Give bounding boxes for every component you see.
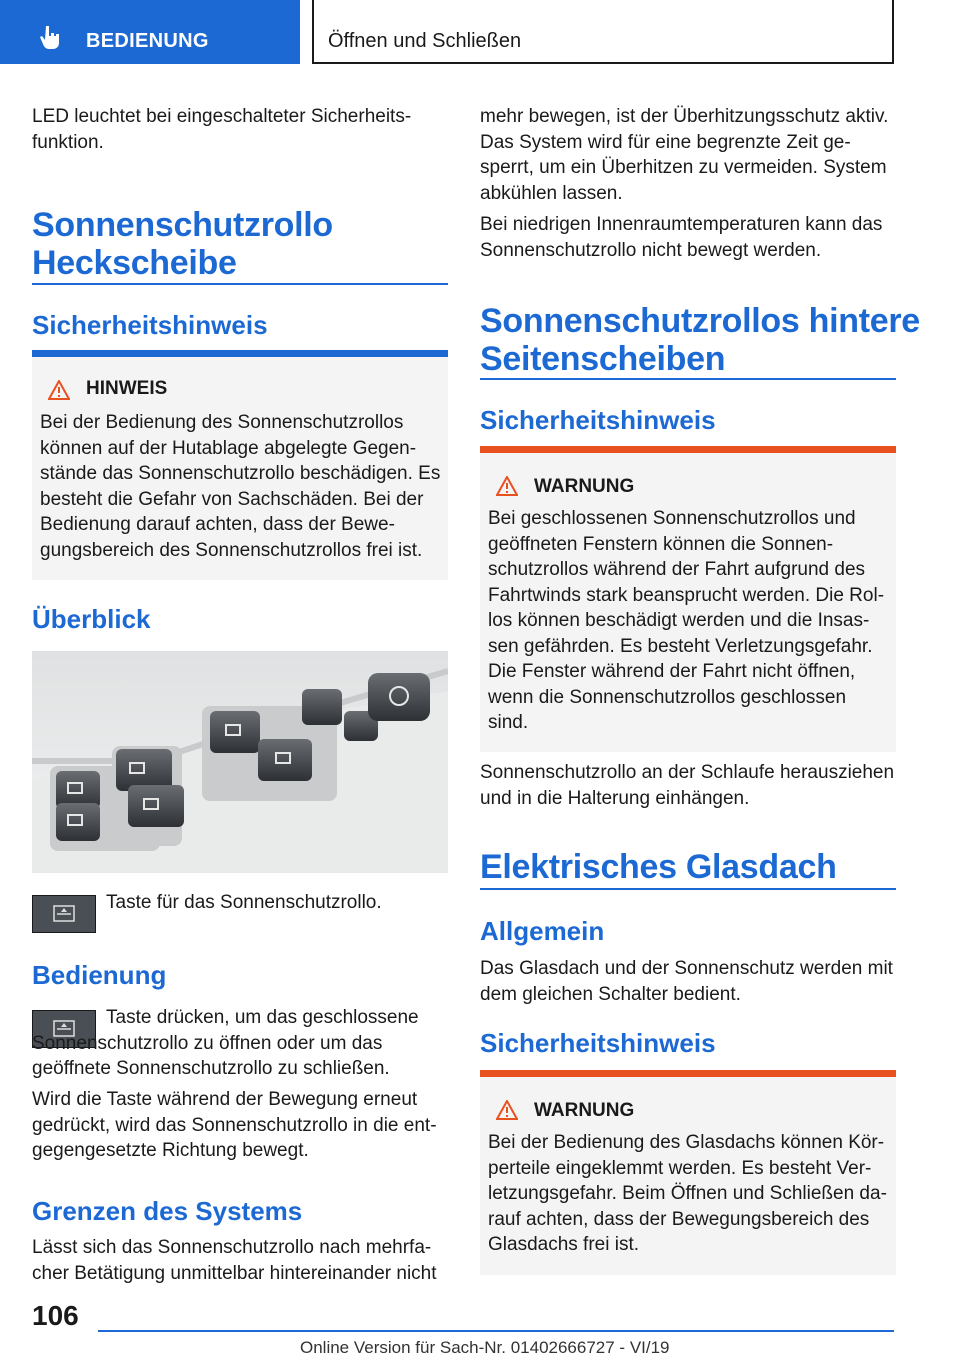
safety-heading: Sicherheitshinweis xyxy=(32,310,268,340)
footer-online-version: Online Version für Sach-Nr. 01402666727 - VI/19 xyxy=(300,1338,670,1357)
chapter-title: Öffnen und Schließen xyxy=(328,30,522,52)
operation-text: Taste drücken, um das geschlossene Sonnenschutzrollo zu öffnen oder um das geöffnete Sonnenschutzrollo zu schließen. xyxy=(32,1007,419,1079)
heading-line: Heckscheibe xyxy=(32,244,237,282)
footer-rule xyxy=(98,1330,894,1332)
heading-side-blinds xyxy=(480,302,920,378)
warning-triangle-icon xyxy=(496,1100,518,1120)
safety-heading-2: Sicherheitshinweis xyxy=(480,1028,716,1058)
notice-title: HINWEIS xyxy=(86,378,168,399)
warning-box xyxy=(480,446,896,752)
notice-bar xyxy=(32,350,448,357)
continued-text: mehr bewegen, ist der Überhitzungsschutz aktiv. Das System wird für eine begrenzte Zeit gesperrt, um ein Überhitzen zu vermeiden. System abkühlen lassen. xyxy=(480,106,889,204)
heading-line: Sonnenschutzrollo xyxy=(32,206,333,244)
switch-panel-image xyxy=(32,651,448,873)
safety-heading: Sicherheitshinweis xyxy=(480,405,716,435)
warning-box-2 xyxy=(480,1070,896,1275)
hand-icon xyxy=(38,24,64,50)
button-caption: Taste für das Sonnenschutzrollo. xyxy=(106,892,382,913)
heading-rule xyxy=(32,283,448,285)
continued-text-2: Bei niedrigen Innenraumtemperaturen kann das Sonnenschutzrollo nicht bewegt werden. xyxy=(480,214,883,261)
hook-text: Sonnenschutzrollo an der Schlaufe herausziehen und in die Halterung einhängen. xyxy=(480,762,895,809)
general-heading: Allgemein xyxy=(480,916,605,946)
sunblind-button-icon xyxy=(32,895,96,933)
limits-text: Lässt sich das Sonnenschutzrollo nach mehrfacher Betätigung unmittelbar hintereinander nicht xyxy=(32,1237,437,1284)
warning-bar xyxy=(480,446,896,453)
heading-rule xyxy=(480,378,896,380)
warning-text: Bei der Bedienung des Glasdachs können Körperteile eingeklemmt werden. Es besteht Verletzungsgefahr. Beim Öffnen und Schließen darauf achten, dass der Bewegungsbereich des Glasdachs frei ist. xyxy=(488,1132,887,1255)
warning-triangle-icon xyxy=(48,380,70,400)
operation-text-2: Wird die Taste während der Bewegung erneut gedrückt, wird das Sonnenschutzrollo in die entgegengesetzte Richtung bewegt. xyxy=(32,1089,437,1161)
heading-rule xyxy=(480,888,896,890)
warning-triangle-icon xyxy=(496,476,518,496)
warning-text: Bei geschlossenen Sonnenschutzrollos und geöffneten Fenstern können die Sonnenschutzrollos während der Fahrt aufgrund des Fahrtwinds stark beansprucht werden. Die Rollos können beschädigt werden und die Insassen gefährden. Es besteht Verletzungsgefahr. Die Fenster während der Fahrt nicht öffnen, wenn die Sonnenschutzrollos geschlossen sind. xyxy=(488,508,885,733)
warning-bar xyxy=(480,1070,896,1077)
warning-title: WARNUNG xyxy=(534,476,635,497)
heading-line: Sonnenschutzrollos hintere xyxy=(480,302,920,340)
notice-text: Bei der Bedienung des Sonnenschutzrollos können auf der Hutablage abgelegte Gegenstände das Sonnenschutzrollo beschädigen. Es besteht die Gefahr von Sachschäden. Bei der Bedienung darauf achten, dass der Bewegungsbereich des Sonnenschutzrollos frei ist. xyxy=(40,412,441,561)
section-tab xyxy=(0,0,300,64)
heading-rear-blind xyxy=(32,206,333,282)
warning-title: WARNUNG xyxy=(534,1100,635,1121)
chapter-box xyxy=(312,0,894,64)
heading-line: Seitenscheiben xyxy=(480,340,726,378)
notice-box xyxy=(32,350,448,580)
page-number: 106 xyxy=(32,1300,79,1331)
heading-glass-roof: Elektrisches Glasdach xyxy=(480,848,837,886)
overview-heading: Überblick xyxy=(32,604,151,634)
section-label: BEDIENUNG xyxy=(86,30,209,52)
intro-text: LED leuchtet bei eingeschalteter Sicherheitsfunktion. xyxy=(32,106,412,153)
operation-heading: Bedienung xyxy=(32,960,167,990)
limits-heading: Grenzen des Systems xyxy=(32,1196,303,1226)
general-text: Das Glasdach und der Sonnenschutz werden mit dem gleichen Schalter bedient. xyxy=(480,958,893,1005)
